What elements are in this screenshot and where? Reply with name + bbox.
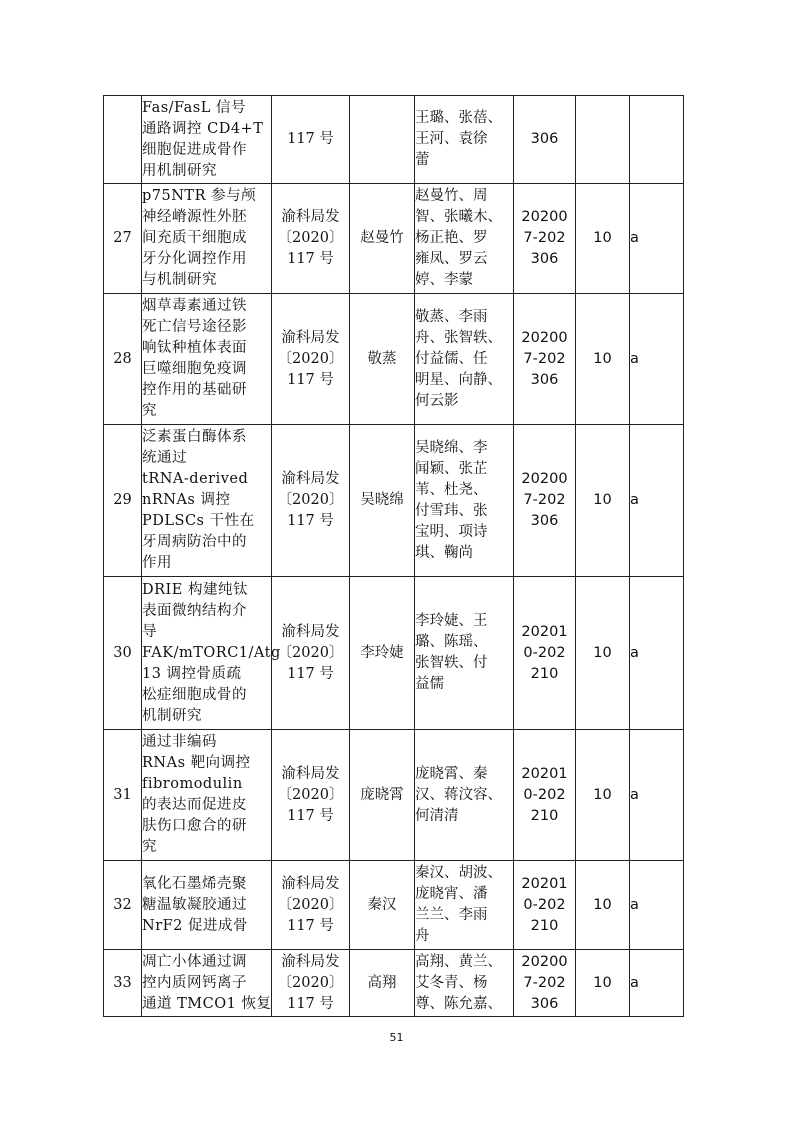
project-title-cell-line: 表面微纳结构介 <box>142 602 247 619</box>
document-number-cell-line: 〔2020〕 <box>277 230 344 246</box>
project-period-cell-line: 7-202 <box>523 230 566 246</box>
project-period-cell <box>514 730 576 861</box>
project-title-cell-line: 细胞促进成骨作 <box>142 141 247 158</box>
project-title-cell-line: 牙分化调控作用 <box>142 251 247 267</box>
team-members-cell-line: 雍凤、罗云 <box>415 251 488 267</box>
project-title-cell-line: 响钛种植体表面 <box>142 340 247 356</box>
team-members-cell-line: 何清清 <box>415 807 459 824</box>
project-title-cell <box>142 730 272 861</box>
project-period-cell-line: 306 <box>530 513 559 529</box>
team-members-cell-line: 舟 <box>415 928 430 944</box>
project-title-cell-line: 控作用的基础研 <box>142 382 247 398</box>
project-period-cell-line: 20200 <box>521 329 568 346</box>
project-title-cell-line: nRNAs 调控 <box>142 492 231 508</box>
project-title-cell-line: 牙周病防治中的 <box>142 534 247 550</box>
team-members-cell <box>415 577 514 730</box>
document-number-cell-line: 〔2020〕 <box>277 644 344 661</box>
project-title-cell-line: 泛素蛋白酶体系 <box>142 429 247 445</box>
category-cell: a <box>630 184 684 294</box>
category-cell: a <box>630 294 684 425</box>
category-cell: a <box>630 950 684 1017</box>
team-members-cell-line: 舟、张智轶、 <box>415 329 502 346</box>
project-title-cell-line: 烟草毒素通过铁 <box>142 298 247 314</box>
row-number-cell: 28 <box>104 294 142 425</box>
team-members-cell-line: 吴晓绵、李 <box>415 439 488 456</box>
project-period-cell-line: 7-202 <box>523 974 566 991</box>
table-body <box>104 96 684 1017</box>
category-cell: a <box>630 730 684 861</box>
project-period-cell-line: 0-202 <box>523 786 566 803</box>
project-period-cell <box>514 184 576 294</box>
team-members-cell-line: 益儒 <box>415 676 444 692</box>
project-title-cell <box>142 294 272 425</box>
project-period-cell-line: 20201 <box>521 765 568 782</box>
project-table <box>103 95 684 1017</box>
project-title-cell-line: 导 <box>142 623 157 640</box>
team-members-cell-line: 尊、陈允嘉、 <box>415 995 502 1012</box>
row-number-cell <box>104 96 142 184</box>
document-number-cell <box>272 294 350 425</box>
team-members-cell-line: 蕾 <box>415 152 430 168</box>
team-members-cell <box>415 425 514 577</box>
funding-amount-cell: 10 <box>576 294 630 425</box>
team-members-cell-line: 明星、向静、 <box>415 371 502 388</box>
project-period-cell <box>514 861 576 950</box>
project-title-cell-line: 肤伤口愈合的研 <box>142 818 247 834</box>
project-period-cell-line: 7-202 <box>523 350 566 367</box>
table-row <box>104 184 684 294</box>
project-title-cell-line: 通路调控 CD4+T <box>142 120 264 137</box>
funding-amount-cell: 10 <box>576 184 630 294</box>
row-number-cell: 33 <box>104 950 142 1017</box>
project-leader-cell: 吴晓绵 <box>350 425 415 577</box>
funding-amount-cell: 10 <box>576 730 630 861</box>
project-period-cell-line: 210 <box>530 665 559 682</box>
category-cell: a <box>630 577 684 730</box>
document-number-cell-line: 〔2020〕 <box>277 896 344 913</box>
project-leader-cell: 敬蒸 <box>350 294 415 425</box>
project-title-cell <box>142 96 272 184</box>
team-members-cell-line: 兰兰、李雨 <box>415 907 488 923</box>
document-number-cell-line: 渝科局发 <box>281 329 340 346</box>
project-title-cell-line: 与机制研究 <box>142 272 217 288</box>
project-title-cell-line: 机制研究 <box>142 707 202 724</box>
project-title-cell-line: tRNA-derived <box>142 471 249 487</box>
project-period-cell-line: 20200 <box>521 209 568 225</box>
table-row <box>104 861 684 950</box>
project-title-cell-line: 死亡信号途径影 <box>142 319 247 335</box>
project-leader-cell: 秦汉 <box>350 861 415 950</box>
project-title-cell-line: 氧化石墨烯壳聚 <box>142 875 247 892</box>
team-members-cell-line: 璐、陈瑶、 <box>415 634 488 650</box>
project-title-cell-line: fibromodulin <box>142 776 243 792</box>
project-period-cell <box>514 577 576 730</box>
project-period-cell-line: 210 <box>530 917 559 934</box>
project-title-cell <box>142 950 272 1017</box>
document-number-cell-line: 〔2020〕 <box>277 974 344 991</box>
team-members-cell-line: 汉、蒋汶容、 <box>415 786 502 803</box>
table-row <box>104 294 684 425</box>
project-leader-cell: 赵曼竹 <box>350 184 415 294</box>
team-members-cell-line: 高翔、黄兰、 <box>415 953 502 970</box>
page-number: 51 <box>389 1031 404 1044</box>
document-number-cell-line: 117 号 <box>287 807 334 824</box>
team-members-cell-line: 闻颖、张芷 <box>415 460 488 477</box>
project-title-cell-line: 间充质干细胞成 <box>142 230 247 246</box>
project-period-cell-line: 20200 <box>521 953 568 970</box>
project-period-cell-line: 0-202 <box>523 644 566 661</box>
document-number-cell-line: 渝科局发 <box>281 953 340 970</box>
document-number-cell <box>272 425 350 577</box>
project-title-cell-line: 神经嵴源性外胚 <box>142 209 247 225</box>
team-members-cell-line: 王河、袁徐 <box>415 131 488 147</box>
category-cell: a <box>630 425 684 577</box>
team-members-cell <box>415 730 514 861</box>
table-row <box>104 730 684 861</box>
document-number-cell <box>272 96 350 184</box>
project-period-cell-line: 306 <box>530 371 559 388</box>
project-title-cell-line: 究 <box>142 403 157 419</box>
project-period-cell-line: 210 <box>530 807 559 824</box>
project-period-cell-line: 306 <box>530 251 559 267</box>
project-title-cell-line: 通过非编码 <box>142 734 217 750</box>
project-title-cell-line: DRIE 构建纯钛 <box>142 581 248 598</box>
project-period-cell <box>514 425 576 577</box>
team-members-cell <box>415 950 514 1017</box>
document-number-cell-line: 117 号 <box>287 513 334 529</box>
project-title-cell-line: FAK/mTORC1/Atg <box>142 644 281 661</box>
team-members-cell <box>415 184 514 294</box>
team-members-cell-line: 杨正艳、罗 <box>415 230 488 246</box>
team-members-cell <box>415 861 514 950</box>
team-members-cell-line: 庞晓宵、潘 <box>415 886 488 902</box>
table-row <box>104 96 684 184</box>
category-cell <box>630 96 684 184</box>
project-period-cell-line: 20201 <box>521 875 568 892</box>
project-title-cell-line: 糖温敏凝胶通过 <box>142 896 247 913</box>
project-title-cell-line: NrF2 促进成骨 <box>142 917 249 934</box>
project-period-cell-line: 20200 <box>521 471 568 487</box>
project-period-cell <box>514 294 576 425</box>
document-number-cell-line: 〔2020〕 <box>277 350 344 367</box>
document-number-cell <box>272 950 350 1017</box>
document-number-cell-line: 117 号 <box>287 251 334 267</box>
project-title-cell-line: 的表达而促进皮 <box>142 797 247 813</box>
project-period-cell-line: 7-202 <box>523 492 566 508</box>
project-title-cell-line: 统通过 <box>142 450 187 466</box>
row-number-cell: 31 <box>104 730 142 861</box>
project-title-cell-line: p75NTR 参与颅 <box>142 188 257 204</box>
funding-amount-cell: 10 <box>576 425 630 577</box>
project-leader-cell <box>350 96 415 184</box>
project-title-cell-line: 13 调控骨质疏 <box>142 665 242 682</box>
document-number-cell <box>272 861 350 950</box>
team-members-cell-line: 婷、李蒙 <box>415 272 473 288</box>
team-members-cell-line: 琪、鞠尚 <box>415 544 473 561</box>
project-period-cell <box>514 96 576 184</box>
row-number-cell: 30 <box>104 577 142 730</box>
funding-amount-cell: 10 <box>576 950 630 1017</box>
row-number-cell: 29 <box>104 425 142 577</box>
document-number-cell-line: 〔2020〕 <box>277 492 344 508</box>
document-number-cell-line: 〔2020〕 <box>277 786 344 803</box>
team-members-cell-line: 宝明、项诗 <box>415 523 488 540</box>
document-number-cell <box>272 184 350 294</box>
row-number-cell: 32 <box>104 861 142 950</box>
row-number-cell: 27 <box>104 184 142 294</box>
team-members-cell-line: 张智轶、付 <box>415 655 488 671</box>
document-number-cell-line: 117 号 <box>287 131 334 147</box>
project-leader-cell: 李玲婕 <box>350 577 415 730</box>
project-title-cell-line: 通道 TMCO1 恢复 <box>142 995 272 1012</box>
project-title-cell <box>142 184 272 294</box>
project-period-cell-line: 20201 <box>521 623 568 640</box>
project-period-cell-line: 0-202 <box>523 896 566 913</box>
team-members-cell-line: 秦汉、胡波、 <box>415 865 502 881</box>
funding-amount-cell <box>576 96 630 184</box>
project-title-cell <box>142 425 272 577</box>
team-members-cell-line: 付益儒、任 <box>415 350 488 367</box>
document-number-cell-line: 渝科局发 <box>281 875 340 892</box>
project-title-cell-line: Fas/FasL 信号 <box>142 99 246 116</box>
team-members-cell-line: 艾冬青、杨 <box>415 974 488 991</box>
funding-amount-cell: 10 <box>576 861 630 950</box>
document-number-cell-line: 渝科局发 <box>281 623 340 640</box>
document-number-cell-line: 渝科局发 <box>281 471 340 487</box>
document-number-cell-line: 117 号 <box>287 995 334 1012</box>
project-period-cell-line: 306 <box>530 995 559 1012</box>
project-title-cell-line: 究 <box>142 839 157 855</box>
team-members-cell-line: 王璐、张蓓、 <box>415 110 502 126</box>
team-members-cell <box>415 294 514 425</box>
team-members-cell-line: 苇、杜尧、 <box>415 481 488 498</box>
project-period-cell-line: 306 <box>530 131 559 147</box>
project-title-cell-line: 巨噬细胞免疫调 <box>142 361 247 377</box>
team-members-cell-line: 敬蒸、李雨 <box>415 308 488 325</box>
project-title-cell-line: 凋亡小体通过调 <box>142 953 247 970</box>
document-number-cell <box>272 577 350 730</box>
project-title-cell-line: 作用 <box>142 555 172 571</box>
team-members-cell-line: 赵曼竹、周 <box>415 188 488 204</box>
document-number-cell-line: 渝科局发 <box>281 209 340 225</box>
funding-amount-cell: 10 <box>576 577 630 730</box>
team-members-cell-line: 智、张曦木、 <box>415 209 502 225</box>
team-members-cell-line: 李玲婕、王 <box>415 613 488 629</box>
project-title-cell-line: 控内质网钙离子 <box>142 974 247 991</box>
team-members-cell-line: 付雪玮、张 <box>415 502 488 519</box>
project-title-cell-line: RNAs 靶向调控 <box>142 755 251 771</box>
document-number-cell-line: 渝科局发 <box>281 765 340 782</box>
table-row <box>104 950 684 1017</box>
team-members-cell-line: 庞晓霄、秦 <box>415 765 488 782</box>
project-title-cell <box>142 861 272 950</box>
team-members-cell-line: 何云影 <box>415 392 459 409</box>
category-cell: a <box>630 861 684 950</box>
team-members-cell <box>415 96 514 184</box>
project-title-cell-line: PDLSCs 干性在 <box>142 513 255 529</box>
table-row <box>104 577 684 730</box>
project-leader-cell: 庞晓霄 <box>350 730 415 861</box>
project-title-cell <box>142 577 281 730</box>
project-leader-cell: 高翔 <box>350 950 415 1017</box>
document-number-cell-line: 117 号 <box>287 665 334 682</box>
project-title-cell-line: 用机制研究 <box>142 162 217 179</box>
table-row <box>104 425 684 577</box>
project-title-cell-line: 松症细胞成骨的 <box>142 686 247 703</box>
document-number-cell-line: 117 号 <box>287 917 334 934</box>
document-number-cell-line: 117 号 <box>287 371 334 388</box>
document-number-cell <box>272 730 350 861</box>
project-period-cell <box>514 950 576 1017</box>
